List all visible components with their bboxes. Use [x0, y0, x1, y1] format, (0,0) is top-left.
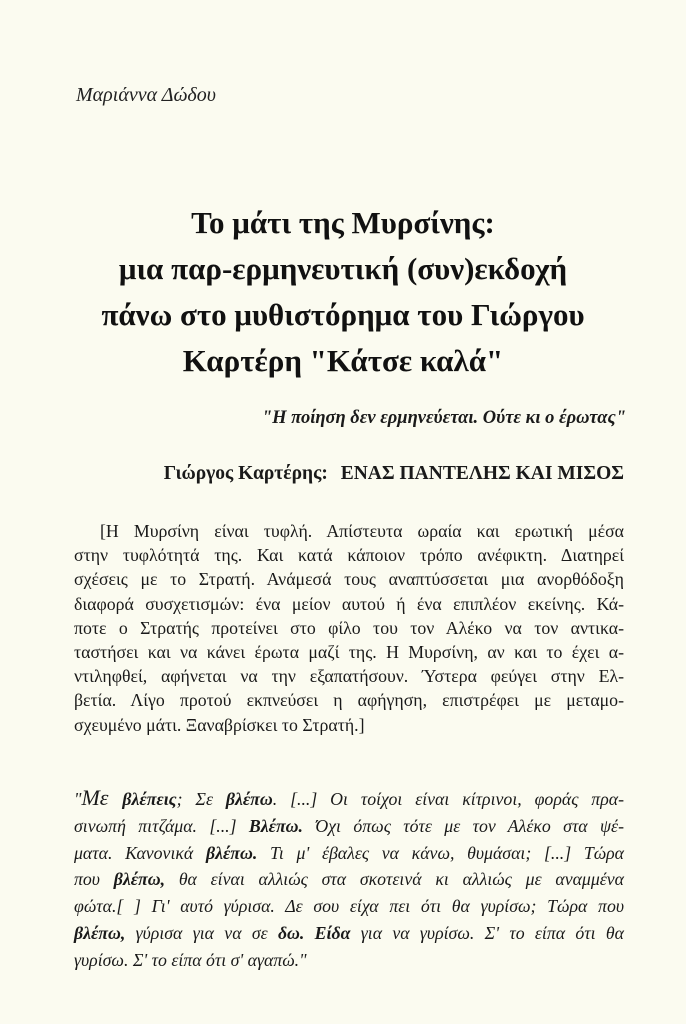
quote-text: Με: [81, 785, 123, 810]
quote-text: ": [74, 789, 82, 809]
summary-line: ντιληφθεί, αφήνεται να την εξαπατήσουν. Ύστερα φεύγει στην Ελ-: [74, 666, 624, 687]
summary-line: στην τυφλότητά της. Και κατά κάποιον τρόπο ανέφικτη. Διατηρεί: [74, 545, 624, 566]
quote-paragraph: [74, 785, 624, 974]
quote-emphasis: δω. Είδα: [277, 922, 351, 943]
quote-text: φώτα.[ ] Γι' αυτό γύρισα. Δε σου είχα πει ότι θα γυρίσω; Τώρα που: [74, 896, 624, 917]
quote-line: [74, 813, 624, 840]
epigraph: "Η ποίηση δεν ερμηνεύεται. Ούτε κι ο έρωτας": [261, 408, 626, 428]
author-name: Μαριάννα Δώδου: [76, 84, 216, 106]
quote-emphasis: Βλέπω.: [248, 815, 303, 836]
reference-line: [164, 463, 624, 485]
quote-text: θα είναι αλλιώς στα σκοτεινά κι αλλιώς με αναμμένα: [165, 869, 625, 890]
quote-text: για να γυρίσω. Σ' το είπα ότι θα: [350, 922, 624, 943]
reference-work: ΕΝΑΣ ΠΑΝΤΕΛΗΣ ΚΑΙ ΜΙΣΟΣ: [340, 463, 624, 484]
summary-line: ταστήσει και να κάνει έρωτα μαζί της. Η Μυρσίνη, αν και το έχει α-: [74, 642, 624, 663]
title-line: Το μάτι της Μυρσίνης:: [191, 205, 495, 240]
quote-text: ματα. Κανονικά: [74, 842, 206, 863]
summary-paragraph: [74, 519, 624, 737]
quote-line: [74, 920, 624, 947]
quote-text: Τι μ' έβαλες να κάνω, θυμάσαι; [...] Τώρα: [257, 842, 624, 863]
quote-emphasis: βλέπω,: [74, 922, 126, 943]
quote-line: [74, 866, 624, 893]
quote-emphasis: βλέπεις: [122, 789, 177, 809]
quote-line: [74, 893, 624, 920]
summary-line: σχέσεις με το Στρατή. Ανάμεσά τους αναπτύσσεται μια ανορθόδοξη: [74, 569, 624, 590]
quote-line: [74, 785, 624, 813]
quote-text: σινωπή πιτζάμα. [...]: [74, 815, 249, 836]
quote-text: γύρισα για να σε: [125, 922, 278, 943]
quote-line: [74, 947, 624, 974]
summary-line: [Η Μυρσίνη είναι τυφλή. Απίστευτα ωραία και ερωτική μέσα: [100, 521, 624, 541]
quote-text: γυρίσω. Σ' το είπα ότι σ' αγαπώ.": [74, 949, 307, 970]
summary-line: βετία. Λίγο προτού εκπνεύσει η αφήγηση, επιστρέφει με μεταμο-: [74, 690, 624, 711]
quote-text: . [...] Οι τοίχοι είναι κίτρινοι, φοράς πρα-: [272, 789, 624, 809]
summary-line: ποτε ο Στρατής προτείνει στο φίλο του τον Αλέκο να τον αντικα-: [74, 617, 624, 638]
quote-text: ; Σε: [176, 789, 226, 809]
summary-line: σχευμένο μάτι. Ξαναβρίσκει το Στρατή.]: [74, 714, 365, 735]
title-line: Καρτέρη "Κάτσε καλά": [182, 343, 504, 378]
quote-emphasis: βλέπω.: [205, 842, 258, 863]
quote-emphasis: βλέπω: [225, 789, 273, 809]
title-line: μια παρ-ερμηνευτική (συν)εκδοχή: [118, 251, 568, 286]
reference-author: Γιώργος Καρτέρης:: [163, 463, 328, 484]
article-title: [60, 200, 626, 384]
quote-line: [74, 840, 624, 867]
quote-emphasis: βλέπω,: [113, 869, 166, 890]
quote-text: Όχι όπως τότε με τον Αλέκο στα ψέ-: [302, 815, 624, 836]
quote-text: που: [74, 869, 114, 890]
title-line: πάνω στο μυθιστόρημα του Γιώργου: [101, 297, 585, 332]
summary-line: διαφορά συσχετισμών: ένα μείον αυτού ή ένα επιπλέον εκείνης. Κά-: [74, 593, 624, 614]
